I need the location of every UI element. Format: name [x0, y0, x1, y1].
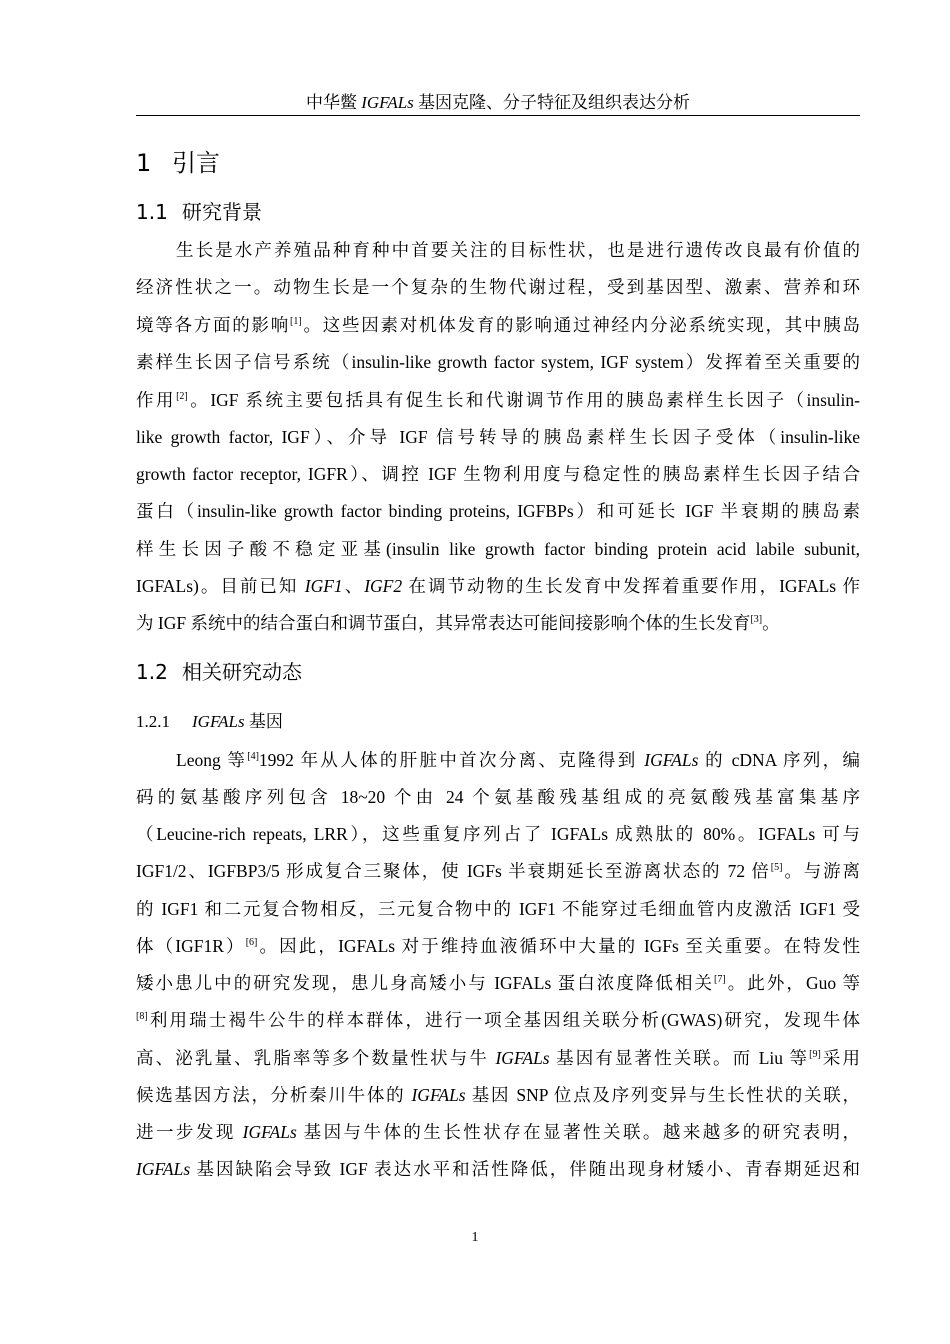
paragraph-line: [8]利用瑞士褐牛公牛的样本群体，进行一项全基因组关联分析(GWAS)研究，发现牛体 — [136, 1010, 860, 1030]
section-heading-1-1: 1.1 研究背景 — [136, 200, 262, 224]
paragraph-line: 为 IGF 系统中的结合蛋白和调节蛋白，其异常表达可能间接影响个体的生长发育[3]。 — [136, 613, 780, 633]
paragraph-line: 蛋白（insulin-like growth factor binding proteins, IGFBPs）和可延长 IGF 半衰期的胰岛素 — [136, 501, 860, 521]
citation-ref: [7] — [714, 974, 726, 985]
paragraph-line: Leong 等[4]1992 年从人体的肝脏中首次分离、克隆得到 IGFALs 的 cDNA 序列，编 — [176, 750, 860, 770]
section-heading-1-2: 1.2 相关研究动态 — [136, 660, 302, 684]
paragraph-line: 矮小患儿中的研究发现，患儿身高矮小与 IGFALs 蛋白浓度降低相关[7]。此外，Guo 等 — [136, 973, 860, 993]
citation-ref: [5] — [770, 862, 783, 873]
paragraph-line: 高、泌乳量、乳脂率等多个数量性状与牛 IGFALs 基因有显著性关联。而 Liu 等[9]采用 — [136, 1048, 861, 1068]
section-heading-1: 1 引言 — [136, 149, 220, 177]
paragraph-line: 进一步发现 IGFALs 基因与牛体的生长性状存在显著性关联。越来越多的研究表明， — [136, 1122, 861, 1142]
header-rule — [136, 115, 860, 116]
section-heading-1-2-1: 1.2.1 IGFALs 基因 — [136, 712, 283, 731]
citation-ref: [8] — [136, 1011, 148, 1022]
paragraph-line: IGFALs 基因缺陷会导致 IGF 表达水平和活性降低，伴随出现身材矮小、青春期延迟和 — [136, 1159, 860, 1179]
paragraph-line: like growth factor, IGF）、介导 IGF 信号转导的胰岛素样生长因子受体（insulin-like — [136, 427, 860, 447]
paragraph-line: 生长是水产养殖品种育种中首要关注的目标性状，也是进行遗传改良最有价值的 — [176, 240, 860, 260]
citation-ref: [6] — [245, 937, 258, 948]
paragraph-line: 经济性状之一。动物生长是一个复杂的生物代谢过程，受到基因型、激素、营养和环 — [136, 277, 860, 297]
citation-ref: [4] — [247, 751, 259, 762]
paragraph-line: growth factor receptor, IGFR）、调控 IGF 生物利用度与稳定性的胰岛素样生长因子结合 — [136, 464, 860, 484]
paragraph-line: 作用[2]。IGF 系统主要包括具有促生长和代谢调节作用的胰岛素样生长因子（insulin- — [136, 390, 860, 410]
paragraph-line: 素样生长因子信号系统（insulin-like growth factor system, IGF system）发挥着至关重要的 — [136, 352, 860, 372]
paragraph-line: 码的氨基酸序列包含 18~20 个由 24 个氨基酸残基组成的亮氨酸残基富集基序 — [136, 787, 860, 807]
paragraph-line: 候选基因方法，分析秦川牛体的 IGFALs 基因 SNP 位点及序列变异与生长性状的关联， — [136, 1085, 861, 1105]
paragraph-line: IGFALs)。目前已知 IGF1、IGF2 在调节动物的生长发育中发挥着重要作用，IGFALs 作 — [136, 576, 860, 596]
citation-ref: [3] — [750, 614, 763, 625]
citation-ref: [2] — [176, 391, 188, 402]
paragraph-line: IGF1/2、IGFBP3/5 形成复合三聚体，使 IGFs 半衰期延长至游离状态的 72 倍[5]。与游离 — [136, 861, 860, 881]
paragraph-line: （Leucine-rich repeats, LRR），这些重复序列占了 IGFALs 成熟肽的 80%。IGFALs 可与 — [136, 824, 860, 844]
running-header: 中华鳖 IGFALs 基因克隆、分子特征及组织表达分析 — [305, 93, 691, 112]
page-number: 1 — [471, 1230, 479, 1245]
citation-ref: [9] — [809, 1049, 821, 1060]
citation-ref: [1] — [290, 316, 302, 327]
paragraph-line: 的 IGF1 和二元复合物相反，三元复合物中的 IGF1 不能穿过毛细血管内皮激活 IGF1 受 — [136, 899, 860, 919]
paragraph-line: 体（IGF1R）[6]。因此，IGFALs 对于维持血液循环中大量的 IGFs 至关重要。在特发性 — [136, 936, 860, 956]
paragraph-line: 境等各方面的影响[1]。这些因素对机体发育的影响通过神经内分泌系统实现，其中胰岛 — [136, 315, 861, 335]
paragraph-line: 样生长因子酸不稳定亚基(insulin like growth factor binding protein acid labile subunit, — [136, 539, 860, 559]
